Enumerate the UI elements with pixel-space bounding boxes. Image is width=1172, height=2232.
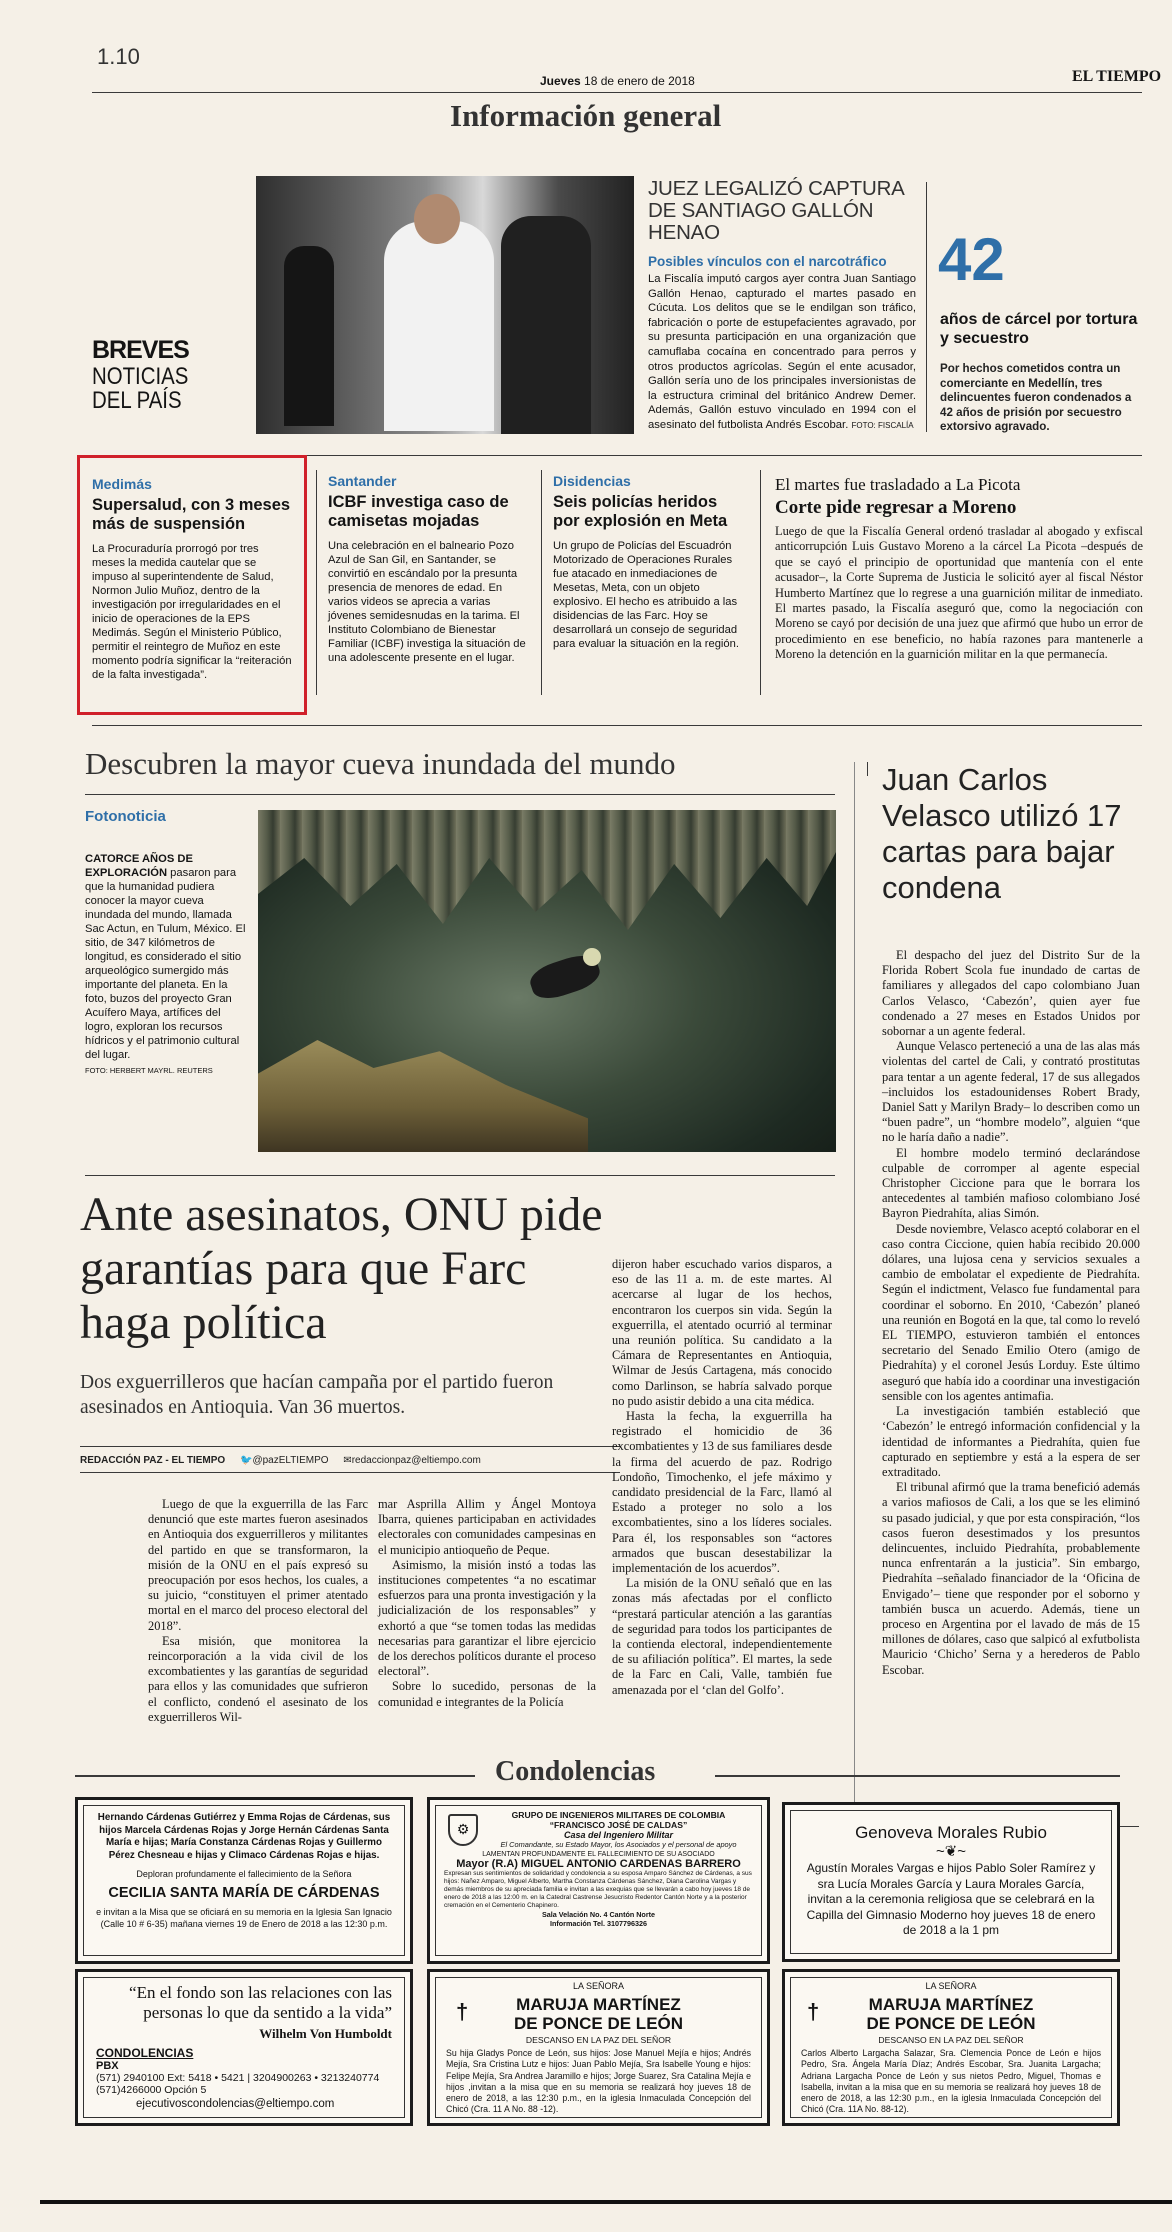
lead-credit: FOTO: FISCALÍA: [851, 420, 914, 430]
brief-santander[interactable]: [328, 473, 528, 665]
velasco-para: El tribunal afirmó que la trama benefició además a varios mafiosos de Cali, a los que se les eliminó su pasado judicial, y que por esta conspiración, “los casos fueron desestimados y los presuntos delincuentes, incluido Piedrahíta, probablemente nunca enfrentarán a la justicia”. Sin embargo, Piedrahíta –señalado financiador de la ‘Oficina de Envigado’– tiene que responder por el soborno y también busca un acuerdo. Además, tiene un proceso en Argentina por el lavado de más de 15 millones de dólares, caso que salpicó al exfutbolista Mauricio ‘Chicho’ Serna y a herederos de Pablo Escobar.: [882, 1480, 1140, 1677]
ad1-deceased: CECILIA SANTA MARÍA DE CÁRDENAS: [108, 1885, 380, 1901]
onu-twitter[interactable]: @pazELTIEMPO: [252, 1455, 329, 1466]
flourish-icon: ~❦~: [935, 1843, 967, 1860]
cross-icon: †: [456, 1999, 469, 2024]
breves-bottom-rule: [92, 725, 1142, 726]
velasco-para: La investigación también estableció que ‘Cabezón’ le entregó información confidencial y la identidad de informantes a Piedrahíta, quien fue capturado en septiembre y está a la espera de ser extraditado.: [882, 1404, 1140, 1479]
ad1-lament: Deploran profundamente el fallecimiento de la Señora: [136, 1869, 352, 1879]
cave-lead: CATORCE AÑOS DE EXPLORACIÓN: [85, 853, 193, 879]
cave-bottom-rule: [85, 1175, 835, 1176]
ad5-name1: MARUJA MARTÍNEZ: [516, 1995, 681, 2014]
mail-icon: ✉: [343, 1455, 352, 1466]
stat-title: años de cárcel por tortura y secuestro: [940, 311, 1138, 347]
ad2-body: Expresan sus sentimientos de solidaridad y condolencia a su esposa Amparo Sánchez de Cárdenas, a sus hijos: Nañez Amparo, Miguel Alberto, Martha Constanza Cárdenas Sánchez, Diana Carolina Vargas y demás miembros de su apreciada familia e invitan a las exequias que se llevarán a cabo hoy jueves 18 de enero de 2018 a las 12:00 m. en la Catedral Castrense Jesucristo Redentor Cantón Norte y a la posterior cremación en el Cementerio Chapinero.: [444, 1870, 752, 1909]
onu-para: Hasta la fecha, la exguerrilla ha registrado el homicidio de 36 excombatientes y 13 de sus familiares desde la firma del acuerdo de paz. Rodrigo Londoño, Timochenko, el jefe máximo y candidato presidencial de la Farc, llamó al Estado a proteger no solo a los excombatientes, sino a los líderes sociales. Para él, los responsables son “actores armados que buscan desestabilizar la implementación de los acuerdos”.: [612, 1409, 832, 1576]
ad2-lament: LAMENTAN PROFUNDAMENTE EL FALLECIMIENTO DE SU ASOCIADO: [482, 1851, 715, 1858]
ad6-body: Carlos Alberto Largacha Salazar, Sra. Clemencia Ponce de León e hijos Pedro, Sra. Ángela María Díaz; Andrés Escobar, Sra. Juanita Largacha; Adriana Largacha Ponce de León y sus nietos Pedro, Miguel, Thomas e Isabella, invitan a la misa que en su memoria se realizará hoy jueves 18 de enero de 2018, a las 12:30 p.m., en la iglesia Inmaculada Concepción del Chicó (Cra. 11A No. 88-12).: [801, 2048, 1101, 2115]
onu-col-divider: [854, 762, 855, 1822]
page-number: 1.10: [97, 44, 140, 69]
section-title: Información general: [450, 98, 722, 133]
quote-email[interactable]: ejecutivoscondolencias@eltiempo.com: [136, 2098, 335, 2110]
brief-title: ICBF investiga caso de camisetas mojadas: [328, 493, 509, 530]
quote-pbx: PBX: [96, 2060, 119, 2072]
condolencias-rule-left: [75, 1775, 475, 1777]
onu-email[interactable]: redaccionpaz@eltiempo.com: [351, 1455, 481, 1466]
ad2-deceased: Mayor (R.A) MIGUEL ANTONIO CARDENAS BARRERO: [456, 1858, 741, 1870]
condolencias-title: Condolencias: [495, 1756, 656, 1787]
ad1-names: Hernando Cárdenas Gutiérrez y Emma Rojas de Cárdenas, sus hijos Marcela Cárdenas Rojas y Jorge Hernán Cárdenas Santa María e hijas; María Constanza Cárdenas Rojas y Guillermo Pérez Chesneau e hijas y Climaco Cárdenas Rojas e hijas.: [97, 1812, 391, 1861]
brief-kicker: Santander: [328, 473, 397, 489]
brief-disidencias[interactable]: [553, 473, 748, 651]
condolence-ad-ingenieros: [427, 1797, 770, 1964]
ad2-sub: Casa del Ingeniero Militar: [563, 1830, 674, 1840]
onu-byline-rule2: [80, 1472, 620, 1473]
lead-headline: JUEZ LEGALIZÓ CAPTURA DE SANTIAGO GALLÓN HENAO: [648, 177, 904, 244]
moreno-body: Luego de que la Fiscalía General ordenó trasladar al abogado y exfiscal anticorrupción Luis Gustavo Moreno a la cárcel La Picota –después de que se cayó el principio de oportunidad que mantenía con el ente acusador–, la Corte Suprema de Justicia le solicitó ayer al fiscal Néstor Humberto Martínez que lo regrese a una guarnición militar de inmediato. El martes pasado, la Fiscalía aseguró que, como la negociación con Moreno se cayó por decisión de una juez que afirmó que hubo un error de procedimiento en ese beneficio, no había razones para mantenerle a Moreno la detención en la guarnición militar en la que permanecía.: [775, 524, 1143, 662]
condolence-ad-cardenas: [75, 1797, 413, 1964]
ad5-top: LA SEÑORA: [572, 1981, 625, 1991]
onu-para: La misión de la ONU señaló que en las zonas más afectadas por el conflicto “prestará particular atención a las garantías de seguridad para todos los participantes de la contienda electoral, independientemente de su afiliación política”. El martes, la sede de la Farc en Cali, Valle, también fue amenazada por el ‘clan del Golfo’.: [612, 1576, 832, 1697]
onu-col2: [378, 1497, 596, 1710]
ad6-rip: DESCANSO EN LA PAZ DEL SEÑOR: [878, 2035, 1024, 2045]
ad5-name2: DE PONCE DE LEÓN: [513, 2014, 684, 2033]
breves-title: BREVES: [92, 336, 189, 364]
condolence-ad-genoveva: [782, 1802, 1120, 1962]
ad5-rip: DESCANSO EN LA PAZ DEL SEÑOR: [525, 2035, 672, 2045]
quote-author: Wilhelm Von Humboldt: [259, 2026, 392, 2041]
cave-body: pasaron para que la humanidad pudiera conocer la mayor cueva inundada del mundo, llamada Sac Actun, en Tulum, México. El sitio, de 347 kilómetros de longitud, es considerado el sitio arqueológico sumergido más importante del planeta. En la foto, buzos del proyecto Gran Acuífero Maya, artífices del logro, exploran los recursos hídricos y el patrimonio cultural del lugar.: [85, 867, 246, 1061]
stat-number: 42: [938, 226, 1005, 293]
onu-para: Luego de que la exguerrilla de las Farc denunció que este martes fueron asesinados en Antioquia dos exguerrilleros y militantes del partido en que se transformaron, la misión de la ONU en el país expresó su preocupación por esos hechos, los cuales, a su juicio, “constituyen el primer atentado mortal en el marco del proceso electoral del 2018”.: [148, 1497, 368, 1633]
lead-divider: [926, 182, 927, 432]
brief-body: Una celebración en el balneario Pozo Azul de San Gil, en Santander, se convirtió en escándalo por la presunta presencia de menores de edad. En varios videos se aprecia a varias jóvenes semidesnudas en la tarima. El Instituto Colombiano de Bienestar Familiar (ICBF) investiga la situación de una adolescente presente en el lugar.: [328, 540, 526, 664]
cave-rule: [85, 794, 835, 795]
onu-deck: Dos exguerrilleros que hacían campaña por el partido fueron asesinados en Antioquia. Van 36 muertos.: [80, 1372, 554, 1418]
twitter-icon: 🐦: [239, 1455, 253, 1466]
ad2-org: GRUPO DE INGENIEROS MILITARES DE COLOMBIA “FRANCISCO JOSÉ DE CALDAS”: [511, 1810, 726, 1830]
onu-para: Asimismo, la misión instó a todas las instituciones competentes “a no escatimar esfuerzos para una pronta investigación y la judicialización de los responsables” y exhortó a que “se tomen todas las medidas necesarias para garantizar el libre ejercicio de los derechos políticos durante el proceso electoral”.: [378, 1557, 596, 1679]
moreno-story[interactable]: [775, 475, 1143, 663]
brief-divider: [541, 470, 542, 695]
onu-para: mar Asprilla Allim y Ángel Montoya Ibarra, quienes participaban en actividades electorales con comunidades campesinas en el municipio antioqueño de Peque.: [378, 1497, 596, 1557]
onu-byline-rule: [80, 1446, 620, 1447]
velasco-headline: Juan Carlos Velasco utilizó 17 cartas para bajar condena: [882, 762, 1122, 905]
quote-text: “En el fondo son las relaciones con las personas lo que da sentido a la vida”: [129, 1983, 392, 2022]
onu-para: dijeron haber escuchado varios disparos, a eso de las 11 a. m. de este martes. Al acercarse al lugar de los hechos, encontraron los cuerpos sin vida. Según la exguerrilla, el atentado ocurrió al terminar una reunión política. Su candidato a la Cámara de Representantes en Antioquia, Wilmar de Jesús Cartagena, más conocido como Darlinson, se habría salvado porque no pudo asistir debido a una cita médica.: [612, 1257, 832, 1408]
breves-sub1: NOTICIAS: [92, 363, 189, 390]
ad6-name1: MARUJA MARTÍNEZ: [868, 1995, 1034, 2014]
brief-title: Seis policías heridos por explosión en Meta: [553, 493, 728, 530]
onu-byline: [80, 1455, 481, 1466]
shield-icon: ⚙: [448, 1814, 478, 1846]
onu-col1: [148, 1497, 368, 1725]
cave-headline: Descubren la mayor cueva inundada del mundo: [85, 746, 676, 781]
cave-kicker: Fotonoticia: [85, 808, 166, 825]
velasco-body: [882, 948, 1140, 1678]
onu-headline: Ante asesinatos, ONU pide garantías para que Farc haga política: [80, 1188, 603, 1349]
date-day: Jueves: [540, 74, 581, 88]
brief-divider: [760, 470, 761, 695]
ad5-body: Su hija Gladys Ponce de León, sus hijos: Jose Manuel Mejía e hijos; Andrés Mejía, Sra Cristina Lutz e hijos: Juan Pablo Mejía, Sra Isabelle Young e hijos: Felipe Mejía, Sra Andrea Jaramillo e hijos; Jorge Suarez, Sra Catalina Mejía e hijos ,invitan a la misa que en su memoria se realizará hoy jueves 18 de enero de 2018, a las 12:30 p.m., en la iglesia Inmaculada Concepción del Chicó (Cra. 11 A No. 88 -12).: [446, 2048, 751, 2115]
condolence-ad-maruja-2: [782, 1969, 1120, 2126]
cave-credit: FOTO: HERBERT MAYRL. REUTERS: [85, 1066, 213, 1075]
breves-sub2: DEL PAÍS: [92, 387, 182, 414]
velasco-top-rule: [867, 762, 868, 776]
lead-subtitle: Posibles vínculos con el narcotráfico: [648, 254, 887, 269]
ad2-sala: Sala Velación No. 4 Cantón Norte: [541, 1910, 656, 1919]
cave-caption: [85, 852, 250, 1078]
velasco-para: Aunque Velasco perteneció a una de las alas más violentas del cartel de Cali, y contrató prostitutas para tentar a un agente federal, 17 de sus allegados –incluidos los estadounidenses Robert Brady, Daniel Satt y Marilyn Brady– lo describen como un “buen padre”, un “hombre modelo”, alguien “que no le haría daño a nadie”.: [882, 1039, 1140, 1145]
condolence-quote-box: [75, 1969, 413, 2126]
brief-medimas[interactable]: [77, 455, 307, 715]
header-rule: [92, 92, 1142, 93]
brief-body: Un grupo de Policías del Escuadrón Motorizado de Operaciones Rurales fue atacado en inmediaciones de Mesetas, Meta, con un objeto explosivo. El hecho es atribuido a las disidencias de las Farc. Hoy se desarrollará un consejo de seguridad para evaluar la situación en la región.: [553, 540, 739, 650]
brief-kicker: Disidencias: [553, 473, 631, 489]
velasco-para: El despacho del juez del Distrito Sur de la Florida Robert Scola fue inundado de cartas de familiares y allegados del capo colombiano Juan Carlos Velasco, ‘Cabezón’, quien ayer fue condenado a 27 meses en Estados Unidos por sobornar a un agente federal.: [882, 948, 1140, 1039]
quote-label: CONDOLENCIAS: [96, 2046, 194, 2060]
onu-para: Sobre lo sucedido, personas de la comunidad e integrantes de la Policía: [378, 1679, 596, 1709]
ad3-name: Genoveva Morales Rubio: [855, 1823, 1047, 1842]
ad2-info: Información Tel. 3107796326: [550, 1919, 647, 1928]
ad6-name2: DE PONCE DE LEÓN: [866, 2014, 1036, 2033]
onu-para: Esa misión, que monitorea la reincorporación a la vida civil de los excombatientes y las garantías de seguridad para ellos y las comunidades que sufrieron el conflicto, condenó el asesinato de los exguerrilleros Wil-: [148, 1633, 368, 1724]
ad2-line: El Comandante, su Estado Mayor, los Asociados y el personal de apoyo: [500, 1840, 737, 1849]
date-rest: 18 de enero de 2018: [584, 74, 695, 88]
brief-body: La Procuraduría prorrogó por tres meses la medida cautelar que se impuso al superintendente de Salud, Normon Julio Muñoz, dentro de la investigación por irregularidades en el inicio de operaciones de la EPS Medimás. Según el Ministerio Público, permitir el reintegro de Muñoz en este momento podría significar la “reiteración de la falta investigada”.: [92, 543, 292, 681]
brand-logo: EL TIEMPO: [1072, 68, 1162, 85]
ad1-invite: e invitan a la Misa que se oficiará en su memoria en la Iglesia San Ignacio (Calle 10 # 6-35) mañana viernes 19 de Enero de 2018 a las 12:30 p.m.: [96, 1907, 392, 1929]
page-edge: [40, 2200, 1172, 2204]
brief-title: Supersalud, con 3 meses más de suspensión: [92, 496, 291, 533]
condolencias-rule-right: [715, 1775, 1120, 1777]
cave-photo: [258, 810, 836, 1152]
ad6-top: LA SEÑORA: [925, 1981, 977, 1991]
date-line: [540, 74, 695, 88]
onu-col3: [612, 1257, 832, 1698]
arrest-photo: [256, 176, 634, 434]
ad3-body: Agustín Morales Vargas e hijos Pablo Soler Ramírez y sra Lucía Morales García y Laura Morales García, invitan a la ceremonia religiosa que se celebrará en la Capilla del Gimnasio Moderno hoy jueves 18 de enero de 2018 a la 1 pm: [806, 1861, 1096, 1937]
quote-phones2: (571)4266000 Opción 5: [96, 2084, 207, 2096]
lead-body: [648, 272, 916, 434]
breves-label: [92, 338, 205, 413]
moreno-kicker: El martes fue trasladado a La Picota: [775, 475, 1021, 494]
brief-kicker: Medimás: [92, 476, 152, 492]
lead-body-text: La Fiscalía imputó cargos ayer contra Juan Santiago Gallón Henao, capturado el martes pasado en Cúcuta. Los delitos que se le endilgan son tráfico, fabricación o porte de estupefacientes agravado, por su presunta participación en una organización que camuflaba cocaína en concentrado para perros y otros productos agrícolas. Según el ente acusador, Gallón sería uno de los principales inversionistas de la estructura criminal del británico Andrew Demer. Además, Gallón estuvo vinculado en 1994 con el asesinato del futbolista Andrés Escobar.: [648, 273, 916, 431]
moreno-title: Corte pide regresar a Moreno: [775, 497, 1017, 518]
cross-icon: †: [807, 1999, 820, 2024]
condolence-ad-maruja-1: [427, 1969, 770, 2126]
stat-body: Por hechos cometidos contra un comerciante en Medellín, tres delincuentes fueron condenados a 42 años de prisión por secuestro extorsivo agravado.: [940, 362, 1132, 433]
onu-author: REDACCIÓN PAZ - EL TIEMPO: [80, 1455, 226, 1466]
brief-divider: [316, 470, 317, 695]
quote-phones: (571) 2940100 Ext: 5418 • 5421 | 3204900263 • 3213240774: [96, 2072, 380, 2084]
velasco-para: Desde noviembre, Velasco aceptó colaborar en el caso contra Ciccione, quien había recibido 20.000 dólares, una lujosa cena y servicios sexuales a cambio de embolatar el expediente de Piedrahíta. Según el indictment, Velasco fue fundamental para coordinar el soborno. En 2010, ‘Cabezón’ planeó una reunión en Bogotá en la que, tal como lo reveló EL TIEMPO, estuvieron también el entonces secretario del Senado Emilio Otero (amigo de Piedrahíta) y el coronel Jesús Lorduy. Este último aseguró que había ido a coordinar una investigación sensible con los agentes antimafia.: [882, 1221, 1140, 1403]
velasco-para: El hombre modelo terminó declarándose culpable de corromper al agente especial Christopher Ciccione para que le borrara los antecedentes al también mafioso colombiano José Bayron Piedrahíta, alias Simón.: [882, 1145, 1140, 1221]
